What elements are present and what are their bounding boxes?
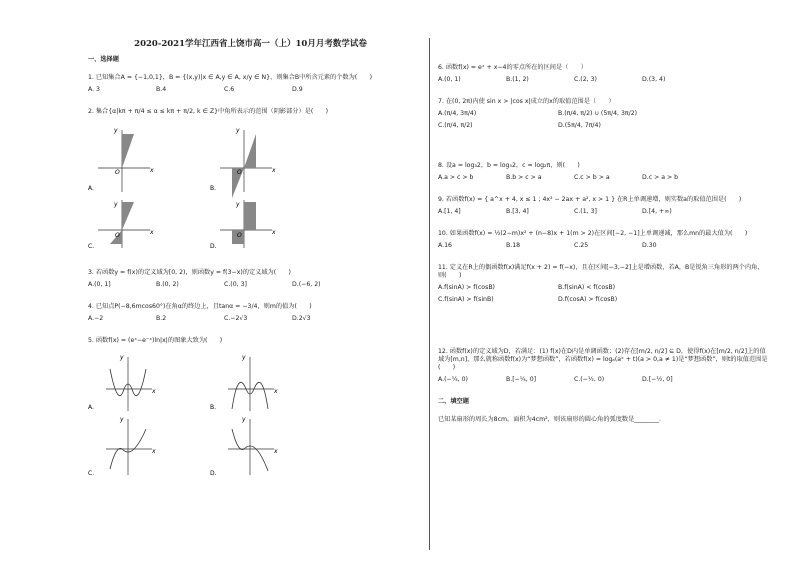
option: C.6 [224, 86, 235, 93]
option: C.−2√3 [224, 315, 248, 322]
figure-label: D. [210, 470, 217, 477]
axis-origin: O [237, 232, 242, 239]
option: A.[1, 4] [438, 208, 461, 215]
figure-label: C. [88, 470, 95, 477]
option: D.30 [642, 242, 657, 249]
axis-label-y: y [120, 354, 124, 361]
graph-b [210, 354, 278, 411]
axis-label-y: y [242, 354, 246, 361]
axis-origin: O [115, 169, 120, 176]
column-divider [429, 38, 430, 550]
question-11-options [438, 284, 768, 308]
question-11: 11. 定义在R上的偶函数f(x)满足f(x + 2) = f(−x)，且在区间[−3,−2]上是增函数，若A，B是锐角三角形的两个内角，则( ) [438, 264, 764, 279]
question-12-options [438, 376, 768, 384]
question-4: 4. 已知点P(−8,6mcos60°)在角α的终边上，且tanα = −3/4，则m的值为( ) [88, 303, 312, 310]
option: B.4 [156, 86, 167, 93]
figure-label: A. [88, 404, 94, 411]
axis-label-x: x [272, 229, 276, 236]
question-12: 12. 函数f(x)的定义域为D，若满足：(1) f(x)在D内是单调函数；(2)存在[m/2, n/2] ⊆ D，使得f(x)在[m/2, n/2]上的值域为[m,n]，那么就称函数f(x)为“梦想函数”，若函数f(x) = logₐ(aˣ + t)(a > 0,a ≠ 1)是“梦想函数”，则t的取值范围是( ) [438, 348, 768, 371]
option: A.(0, 1) [438, 76, 461, 83]
graph-c [88, 416, 156, 477]
option: A. 3 [88, 86, 100, 93]
option: B.[3, 4] [506, 208, 529, 215]
option: C.(2, 3) [574, 76, 597, 83]
option: D.(−6, 2) [292, 281, 321, 288]
axis-origin: O [237, 169, 242, 176]
graph-d [210, 416, 278, 477]
question-6-options [438, 76, 768, 84]
option: A.(−¼, 0) [438, 376, 468, 383]
option: C.(−½, 0) [574, 376, 605, 383]
question-9-options [438, 208, 768, 216]
axis-label-x: x [150, 167, 154, 174]
question-1-options [88, 86, 413, 94]
question-5: 5. 函数f(x) = (eˣ−e⁻ˣ)ln|x|的图象大致为( ) [88, 337, 223, 344]
option: B.(0, 2) [156, 281, 179, 288]
question-8-options [438, 174, 768, 182]
option: C.(0, 3] [224, 281, 247, 288]
question-5-figures [88, 349, 413, 479]
option: A.(π/4, 3π/4) [438, 110, 477, 117]
question-13: 已知某扇形的周长为8cm，面积为4cm²，则该扇形的圆心角的弧度数是________. [438, 416, 661, 423]
question-7: 7. 在(0, 2π)内使 sin x > |cos x|成立的x的取值范围是（ ） [438, 98, 615, 105]
figure-label: D. [210, 243, 217, 248]
option: A.−2 [88, 315, 104, 322]
right-column [438, 64, 768, 428]
option: B.18 [506, 242, 521, 249]
option: D.2√3 [292, 315, 311, 322]
section-heading-fill: 二、填空题 [438, 398, 469, 405]
option: D.(5π/4, 7π/4) [558, 122, 601, 129]
option: C.(π/4, π/2) [438, 122, 473, 129]
question-10-options [438, 242, 768, 250]
axis-label-x: x [152, 388, 156, 395]
axis-label-x: x [274, 388, 278, 395]
figure-d [210, 200, 276, 248]
figure-c [88, 200, 154, 248]
axis-label-x: x [152, 448, 156, 455]
axis-label-x: x [150, 229, 154, 236]
figure-label: A. [88, 185, 94, 192]
axis-label-y: y [114, 201, 118, 208]
section-heading-choice: 一、选择题 [88, 56, 119, 63]
option: C.f(sinA) > f(sinB) [438, 296, 494, 303]
option: D.c > a > b [642, 174, 679, 181]
option: C.25 [574, 242, 589, 249]
figure-label: B. [210, 185, 217, 192]
question-4-options [88, 315, 413, 323]
option: D.[−½, 0] [642, 376, 673, 383]
question-9: 9. 若函数f(x) = { a^x + 4, x ≤ 1 ; 4x² − 2ax + a², x > 1 } 在R上单调递增，则实数a的取值范围是( ) [438, 196, 742, 203]
figure-b [210, 127, 276, 198]
option: D.[4, +∞) [642, 208, 672, 215]
question-7-options [438, 110, 768, 134]
option: C.(1, 3] [574, 208, 597, 215]
question-10: 10. 如果函数f(x) = ½(2−m)x² + (n−8)x + 1(m > 2)在区间[−2, −1]上单调递减，那么mn的最大值为( ) [438, 230, 748, 237]
option: B.[−¼, 0] [506, 376, 537, 383]
option: D.f(cosA) > f(cosB) [558, 296, 618, 303]
axis-label-y: y [242, 416, 246, 423]
graph-a [88, 354, 156, 411]
question-1: 1. 已知集合A = {−1,0,1}，B = {(x,y)|x ∈ A,y ∈ A, x/y ∈ N}，则集合B中所含元素的个数为( ) [88, 74, 372, 81]
option: C.c > b > a [574, 174, 610, 181]
question-8: 8. 设a = log₃2，b = log₅2，c = log₂π，则( ) [438, 162, 580, 169]
question-2-figures [88, 120, 413, 248]
axis-label-x: x [274, 448, 278, 455]
axis-label-y: y [236, 127, 240, 134]
axis-label-x: x [272, 167, 276, 174]
axis-label-y: y [114, 127, 118, 134]
figure-label: B. [210, 404, 217, 411]
question-6: 6. 函数f(x) = eˣ + x−4的零点所在的区间是（ ） [438, 64, 587, 71]
option: B.b > c > a [506, 174, 542, 181]
option: B.(1, 2) [506, 76, 529, 83]
figure-label: C. [88, 243, 95, 248]
option: A.16 [438, 242, 452, 249]
question-3: 3. 若函数y = f(x)的定义域为[0, 2)，则函数y = f(3−x)的定义域为( ) [88, 269, 291, 276]
axis-origin: O [115, 232, 120, 239]
question-2: 2. 集合{α|kπ + π/4 ≤ α ≤ kπ + π/2, k ∈ Z}中角所表示的范围（阴影部分）是( ) [88, 108, 329, 115]
option: D.(3, 4) [642, 76, 666, 83]
axis-label-y: y [236, 201, 240, 208]
option: A.(0, 1] [88, 281, 111, 288]
question-3-options [88, 281, 413, 289]
option: B.2 [156, 315, 167, 322]
option: B.f(sinA) < f(cosB) [558, 284, 616, 291]
option: A.a > c > b [438, 174, 474, 181]
option: B.(π/4, π/2) ∪ (5π/4, 3π/2) [558, 110, 638, 117]
page-title: 2020-2021学年江西省上饶市高一（上）10月月考数学试卷 [134, 39, 367, 49]
option: A.f(sinA) > f(cosB) [438, 284, 495, 291]
axis-label-y: y [120, 416, 124, 423]
figure-a [88, 127, 154, 192]
option: D.9 [292, 86, 303, 93]
left-column [88, 40, 413, 482]
